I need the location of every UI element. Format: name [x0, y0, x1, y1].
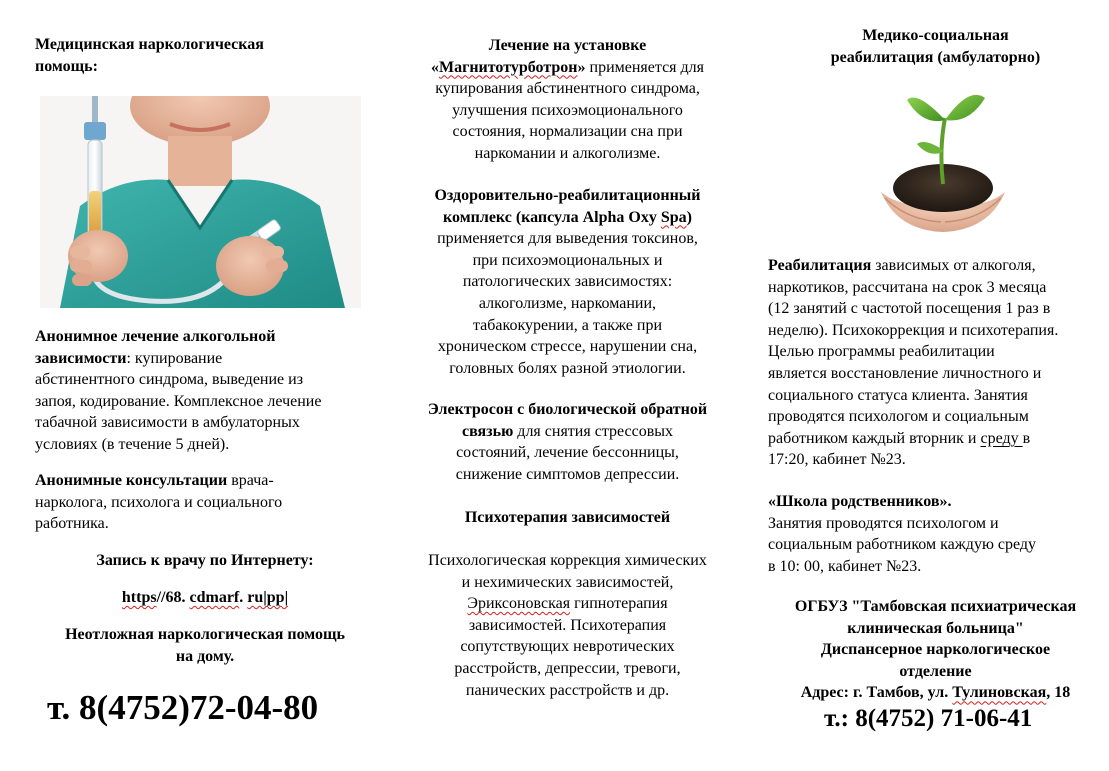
emergency-help-text: Неотложная наркологическая помощь на дому.	[65, 626, 345, 665]
electrosleep-paragraph: Электросон с биологической обратной связью для снятия стрессовых состояний, лечение бессонницы, снижение симптомов депрессии.	[427, 401, 708, 483]
medical-help-heading: Медицинская наркологическая помощь:	[35, 36, 264, 75]
relatives-school-paragraph: «Школа родственников». Занятия проводятся психологом и социальным работником каждую среду в 10: 00, кабинет №23.	[768, 493, 1037, 575]
spa-capsule-paragraph: Оздоровительно-реабилитационный комплекс (капсула Alpha Oxy Spa) применяется для выведения токсинов, при психоэмоциональных и патологических зависимостях: алкоголизме, наркомании, табакокурении, а также при хроническом стрессе, нарушении сна, головных болях разной этиологии.	[434, 187, 701, 377]
department-phone: т.: 8(4752) 71-06-41	[824, 705, 1033, 732]
nurse-with-iv-drip-image	[40, 96, 361, 308]
psychotherapy-heading: Психотерапия зависимостей	[464, 509, 671, 526]
seedling-photo	[877, 80, 1009, 240]
organization-block: ОГБУЗ "Тамбовская психиатрическая клиническая больница" Диспансерное наркологическое отделение Адрес: г. Тамбов, ул. Тулиновская, 18	[794, 598, 1077, 702]
psychotherapy-paragraph: Психологическая коррекция химических и нехимических зависимостей, Эриксоновская гипнотерапия зависимостей. Психотерапия сопутствующих невротических расстройств, депрессии, тревоги, панических расстройств и др.	[428, 552, 707, 699]
rehab-heading: Медико-социальная реабилитация (амбулаторно)	[830, 27, 1041, 66]
anonymous-treatment-paragraph: Анонимное лечение алкогольной зависимости: купирование абстинентного синдрома, выведение из запоя, кодирование. Комплексное лечение табачной зависимости в амбулаторных условиях (в течение 5 дней).	[35, 328, 322, 453]
booking-url[interactable]: https//68. cdmarf. ru|pp|	[121, 589, 289, 606]
middle-column	[400, 0, 735, 771]
nurse-iv-photo	[40, 96, 361, 308]
emergency-phone: т. 8(4752)72-04-80	[47, 688, 319, 727]
anonymous-consultations-paragraph: Анонимные консультации врача- нарколога, психолога и социального работника.	[35, 472, 283, 533]
rehabilitation-paragraph: Реабилитация зависимых от алкоголя, наркотиков, рассчитана на срок 3 месяца (12 занятий с частотой посещения 1 раз в неделю). Психокоррекция и психотерапия. Целью программы реабилитации является восстановление личностного и социального статуса клиента. Занятия проводятся психологом и социальным работником каждый вторник и среду в 17:20, кабинет №23.	[768, 257, 1059, 469]
seedling-in-hands-image	[877, 80, 1009, 240]
magnetoturbotron-paragraph: Лечение на установке «Магнитотурботрон» применяется для купирования абстинентного синдрома, улучшения психоэмоционального состояния, нормализации сна при наркомании и алкоголизме.	[430, 37, 705, 162]
online-booking-label: Запись к врачу по Интернету:	[96, 552, 314, 569]
